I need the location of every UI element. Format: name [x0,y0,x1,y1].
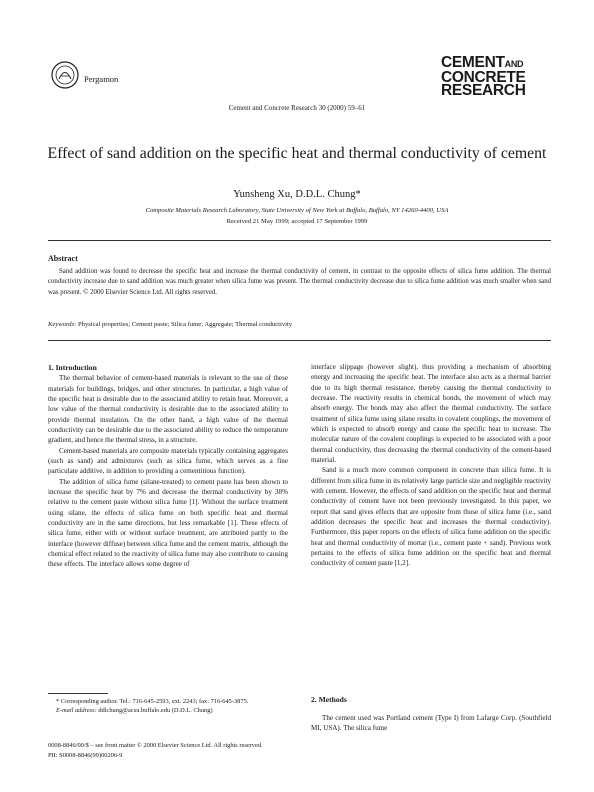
intro-paragraph-1: The thermal behavior of cement-based materials is relevant to the use of these materials for buildings, bridges, and other structures. In particular, a high value of the specific heat is desirable due to the associated ability to retain heat. Moreover, a low value of the thermal conductivity is desirable due to the associated ability to provide thermal insulation. On the other hand, a high value of the thermal conductivity can be desirable due to the associated ability to reduce the temperature gradient, and hence the thermal stress, in a structure. [48,374,288,445]
email-address: ddlchung@acsu.buffalo.edu (D.D.L. Chung) [96,707,213,715]
pergamon-emblem-icon [50,60,80,90]
journal-citation: Cement and Concrete Research 30 (2000) 59–61 [228,104,366,112]
footnote [48,697,288,715]
page-footer [48,741,263,760]
abstract-heading: Abstract [48,254,78,263]
received-dates: Received 21 May 1999; accepted 17 September 1999 [226,218,368,225]
pii-line: PII: S0008-8846(99)00206-9 [48,751,123,759]
email-note [48,706,288,715]
footnote-divider [48,693,108,694]
journal-logo: CEMENTAND CONCRETE RESEARCH [441,54,526,99]
keywords [48,321,551,328]
methods-paragraph: The cement used was Portland cement (Type I) from Lafarge Corp. (Southfield MI, USA). The silica fume [311,714,551,733]
article-title: Effect of sand addition on the specific heat and thermal conductivity of cement [47,145,547,162]
introduction-heading: 1. Introduction [48,363,97,372]
right-column [311,362,551,569]
right-paragraph-1: interface slippage (however slight), thus providing a mechanism of absorbing energy and increasing the specific heat. The interface also acts as a thermal barrier due to its high thermal resistance, thereby causing the thermal conductivity to decrease. The reactivity results in chemical bonds, the movement of which may absorb energy. The bonds may also affect the thermal conductivity. The surface treatment of silica fume using silane results in covalent couplings, the movement of which is expected to absorb energy and cause the specific heat to increase. The molecular nature of the covalent couplings is expected to be associated with a poor thermal conductivity, thus decreasing the thermal conductivity of the cement-based material. [311,363,551,464]
email-label: E-mail address: [56,707,97,715]
abstract-divider [48,340,551,341]
abstract-body: Sand addition was found to decrease the specific heat and increase the thermal conductivity of cement, in contrast to the opposite effects of silica fume addition. The thermal conductivity increase due to sand addition was much greater when silica fume was present. The thermal conductivity decrease due to silica fume addition was much smaller when sand was present. © 2000 Elsevier Science Ltd. All rights reserved. [48,268,551,296]
left-column [48,363,288,570]
copyright-line: 0008-8846/00/$ – see front matter © 2000 Elsevier Science Ltd. All rights reserved. [48,742,263,749]
keywords-label: Keywords: [48,321,77,328]
header-divider [48,240,551,241]
author-affiliation: Composite Materials Research Laboratory, State University of New York at Buffalo, Buffalo, NY 14260-4400, USA [145,207,449,214]
keywords-list: Physical properties; Cement paste; Silica fume; Aggregate; Thermal conductivity [76,321,293,328]
intro-paragraph-3: The addition of silica fume (silane-treated) to cement paste has been shown to increase the specific heat by 7% and decrease the thermal conductivity by 38% relative to the cement paste without silica fume [1]. Without the surface treatment using silane, the effects of silica fume on both specific heat and thermal conductivity are in the same directions, but less remarkable [1]. These effects of silica fume, either with or without surface treatment, are attributed partly to the interface (however diffuse) between silica fume and the cement matrix, although the chemical effect related to the reactivity of silica fume may also contribute to causing these effects. The interface allows some degree of [48,477,288,569]
corresponding-author-note: * Corresponding author. Tel.: 716-645-2593, ext. 2243; fax: 716-645-3875. [56,698,249,705]
methods-heading: 2. Methods [311,695,347,704]
right-paragraph-2: Sand is a much more common component in concrete than silica fume. It is different from silica fume in its relatively large particle size and negligible reactivity with cement. However, the effects of sand addition on the specific heat and thermal conductivity of cement have not been previously investigated. In this paper, we report that sand gives effects that are opposite from those of silica fume (i.e., sand addition decreases the specific heat and increases the thermal conductivity). Furthermore, this paper reports on the effects of silica fume addition on the specific heat and thermal conductivity of mortar (i.e., cement paste + sand). Previous work pertains to the effects of silica fume addition on the specific heat and thermal conductivity of cement paste [1,2]. [311,466,551,568]
article-authors: Yunsheng Xu, D.D.L. Chung* [233,189,361,200]
publisher-name: Pergamon [84,74,119,84]
intro-paragraph-2: Cement-based materials are composite materials typically containing aggregates (such as sand) and admixtures (such as silica fume, which serves as a fine particulate additive, in addition to providing a cementitious function). [48,446,288,476]
